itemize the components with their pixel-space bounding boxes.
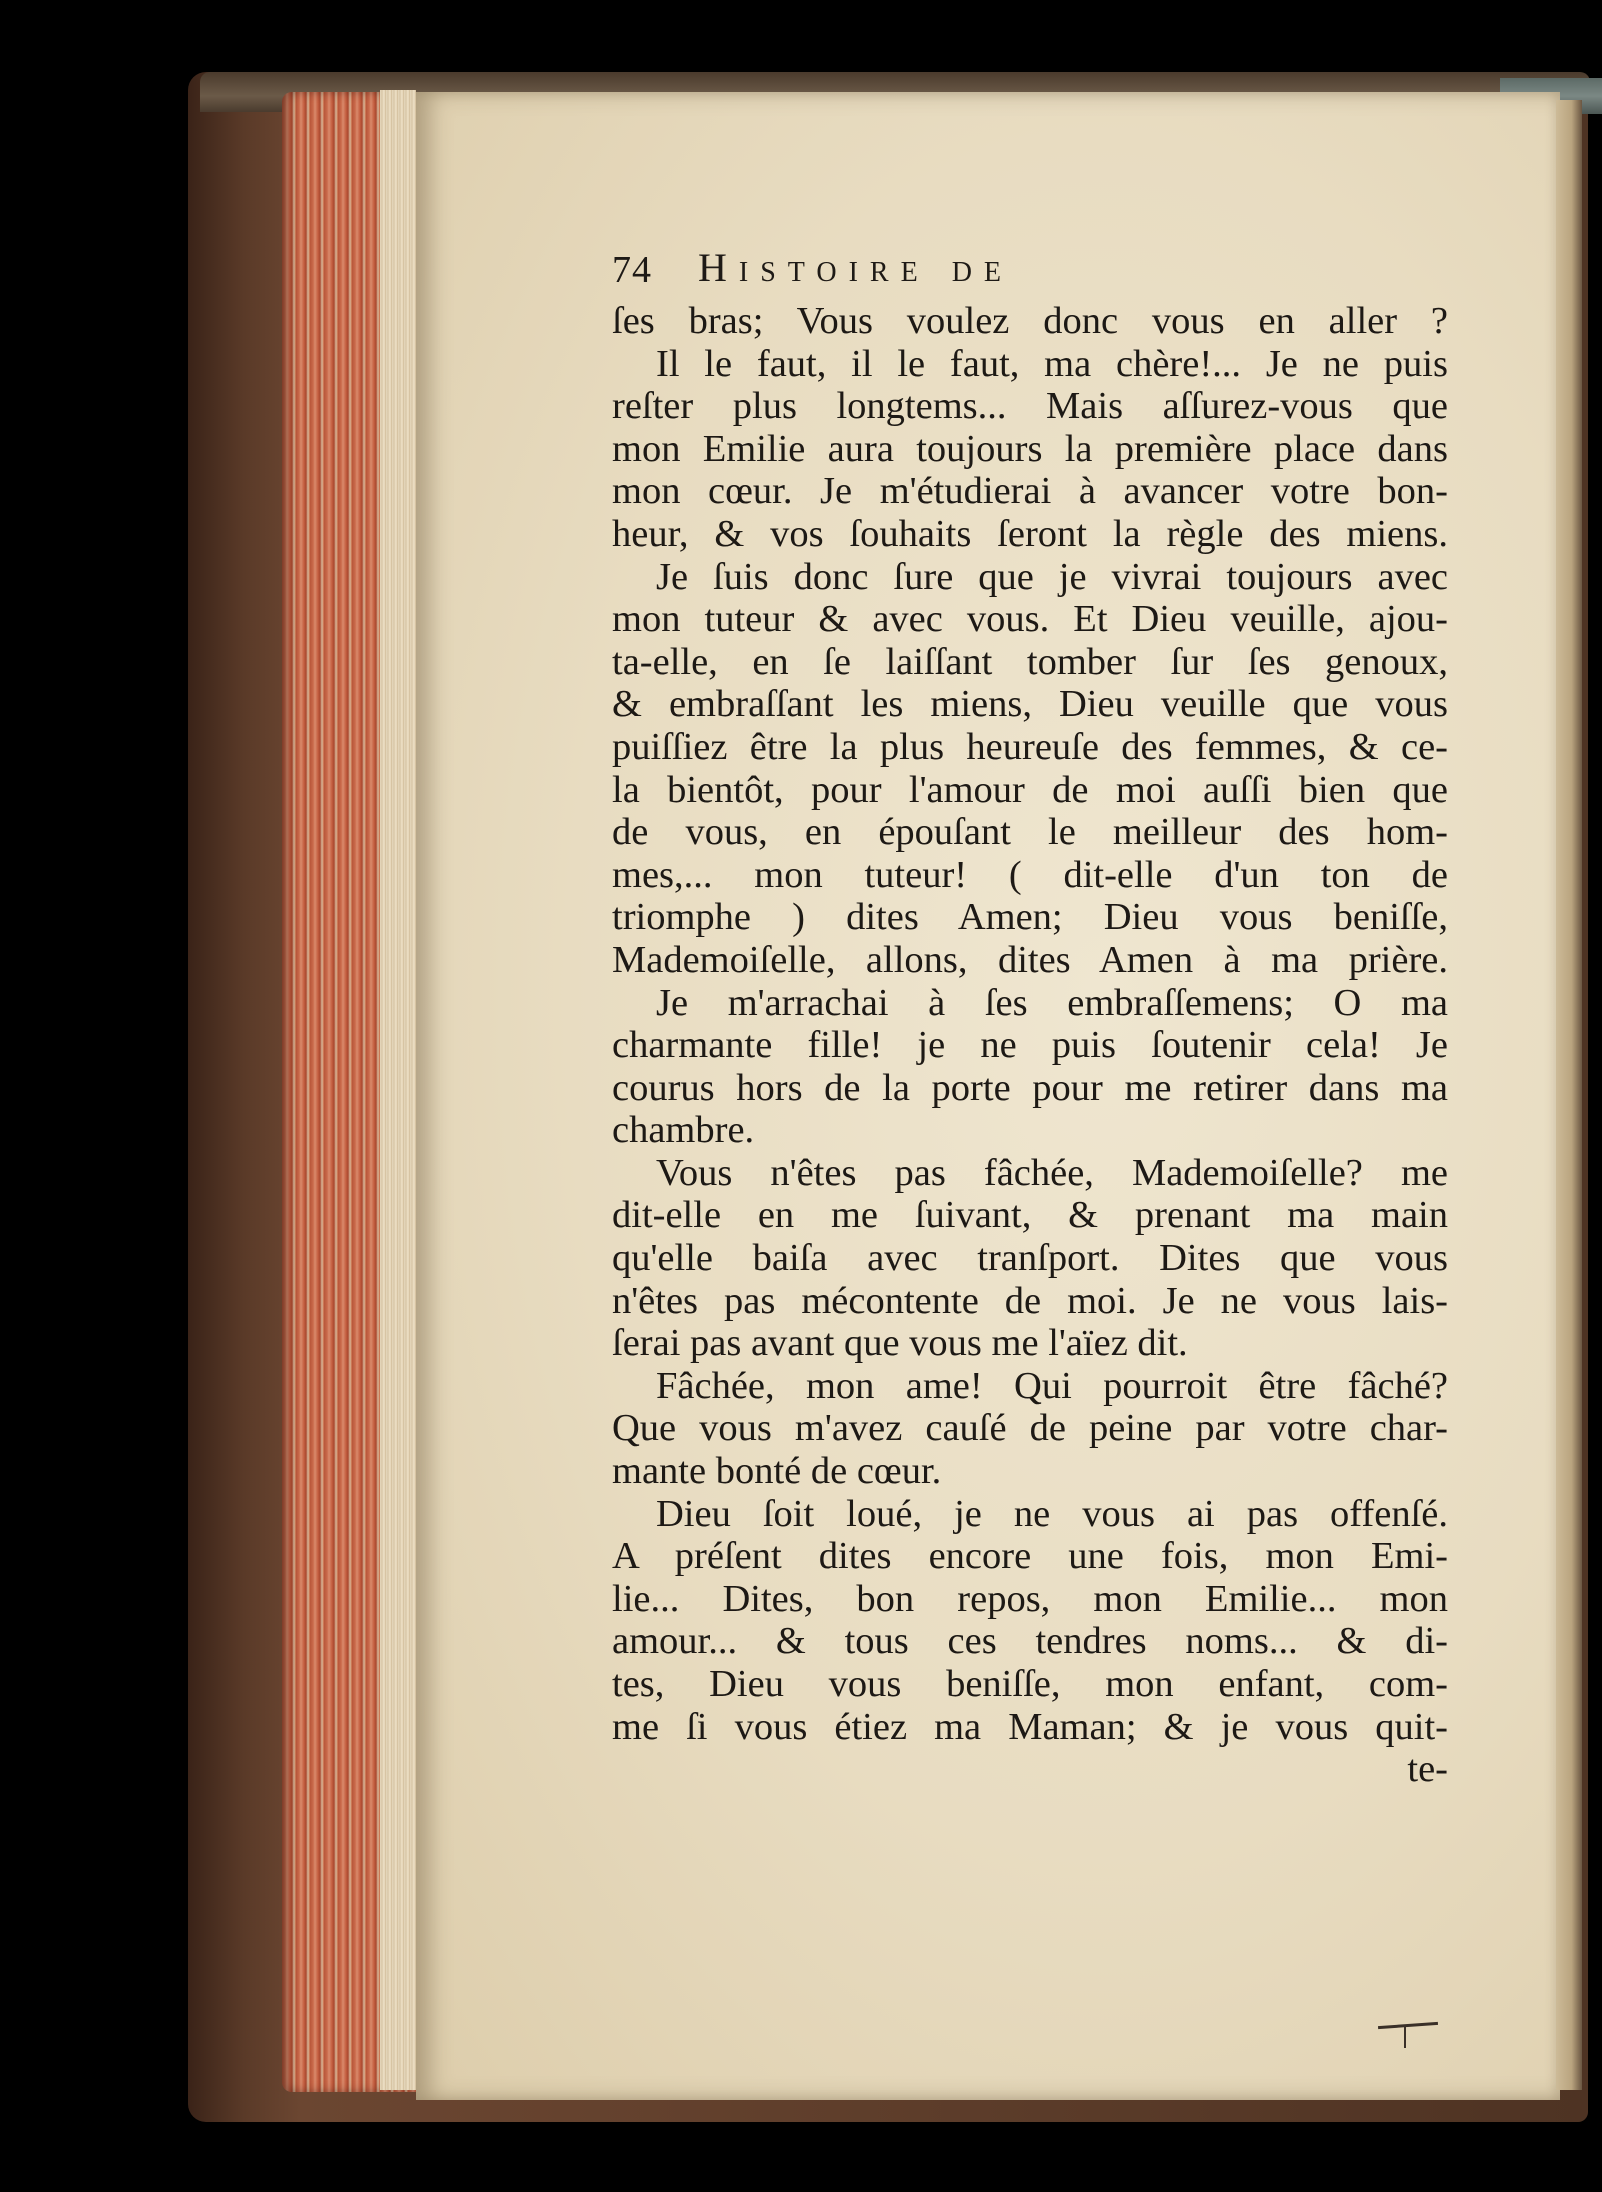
text-line: me ſi vous étiez ma Maman; & je vous quit- <box>612 1705 1448 1748</box>
text-line: de vous, en épouſant le meilleur des hom- <box>612 811 1448 854</box>
text-line: heur, & vos ſouhaits ſeront la règle des miens. <box>612 512 1448 555</box>
text-line: mon tuteur & avec vous. Et Dieu veuille, ajou- <box>612 598 1448 641</box>
text-line: & embraſſant les miens, Dieu veuille que vous <box>612 683 1448 726</box>
text-line: A préſent dites encore une fois, mon Emi- <box>612 1535 1448 1578</box>
text-line: puiſſiez être la plus heureuſe des femmes, & ce- <box>612 725 1448 768</box>
text-line: n'êtes pas mécontente de moi. Je ne vous lais- <box>612 1279 1448 1322</box>
text-line: courus hors de la porte pour me retirer dans ma <box>612 1066 1448 1109</box>
text-line: Mademoiſelle, allons, dites Amen à ma prière. <box>612 938 1448 981</box>
text-line: ſerai pas avant que vous me l'aïez dit. <box>612 1322 1188 1365</box>
text-line: Fâchée, mon ame! Qui pourroit être fâché? <box>656 1364 1448 1407</box>
ink-mark-stem <box>1404 2026 1406 2048</box>
body-text <box>612 300 1448 1791</box>
text-line: Dieu ſoit loué, je ne vous ai pas offenſé. <box>656 1492 1448 1535</box>
page-stack-light-edges <box>380 90 416 2090</box>
text-line: dit-elle en me ſuivant, & prenant ma main <box>612 1194 1448 1237</box>
text-line: mon Emilie aura toujours la première place dans <box>612 427 1448 470</box>
text-line: ſes bras; Vous voulez donc vous en aller ? <box>612 300 1448 342</box>
text-line: Vous n'êtes pas fâchée, Mademoiſelle? me <box>656 1151 1448 1194</box>
text-line: Il le faut, il le faut, ma chère!... Je ne puis <box>656 342 1448 385</box>
page-header <box>612 244 1312 304</box>
text-line: mes,... mon tuteur! ( dit-elle d'un ton de <box>612 853 1448 896</box>
text-line: la bientôt, pour l'amour de moi auſſi bien que <box>612 768 1448 811</box>
text-line: amour... & tous ces tendres noms... & di- <box>612 1620 1448 1663</box>
text-line: Je ſuis donc ſure que je vivrai toujours avec <box>656 555 1448 598</box>
text-line: mon cœur. Je m'étudierai à avancer votre bon- <box>612 470 1448 513</box>
text-line: qu'elle baiſa avec tranſport. Dites que vous <box>612 1237 1448 1280</box>
running-title: Histoire de <box>698 245 1014 290</box>
text-line: Je m'arrachai à ſes embraſſemens; O ma <box>656 981 1448 1024</box>
text-line: reſter plus longtems... Mais aſſurez-vous que <box>612 385 1448 428</box>
page-fore-edge <box>1556 100 1582 2090</box>
text-line: Que vous m'avez cauſé de peine par votre char- <box>612 1407 1448 1450</box>
catchword: te- <box>1407 1748 1448 1791</box>
text-line: chambre. <box>612 1109 755 1152</box>
text-line: ta-elle, en ſe laiſſant tomber ſur ſes genoux, <box>612 640 1448 683</box>
text-line: mante bonté de cœur. <box>612 1450 942 1493</box>
text-line: tes, Dieu vous beniſſe, mon enfant, com- <box>612 1663 1448 1705</box>
text-line: charmante fille! je ne puis ſoutenir cela! Je <box>612 1024 1448 1067</box>
text-line: triomphe ) dites Amen; Dieu vous beniſſe, <box>612 896 1448 939</box>
text-line: lie... Dites, bon repos, mon Emilie... mon <box>612 1577 1448 1620</box>
page-number: 74 <box>612 249 652 291</box>
